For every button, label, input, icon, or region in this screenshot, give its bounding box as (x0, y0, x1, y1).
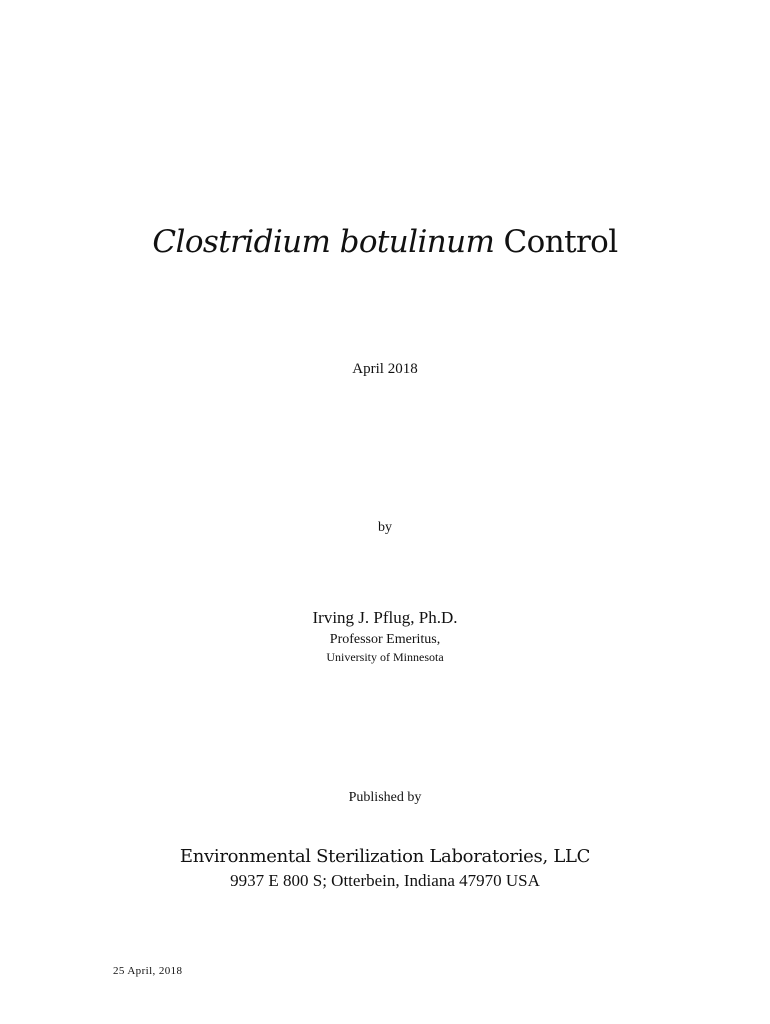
author-name: Irving J. Pflug, Ph.D. (312, 608, 458, 627)
publisher-address: 9937 E 800 S; Otterbein, Indiana 47970 USA (230, 871, 540, 890)
author-affiliation: University of Minnesota (326, 650, 444, 664)
publication-date: April 2018 (352, 361, 418, 377)
document-title (0, 222, 770, 262)
author-role: Professor Emeritus, (329, 632, 441, 647)
title-species-name: Clostridium botulinum (152, 224, 495, 260)
publisher-name: Environmental Sterilization Laboratories, LLC (179, 846, 591, 867)
published-by-label: Published by (348, 790, 422, 805)
title-suffix: Control (503, 224, 618, 260)
by-label: by (378, 520, 392, 535)
footer-date: 25 April, 2018 (113, 965, 183, 977)
